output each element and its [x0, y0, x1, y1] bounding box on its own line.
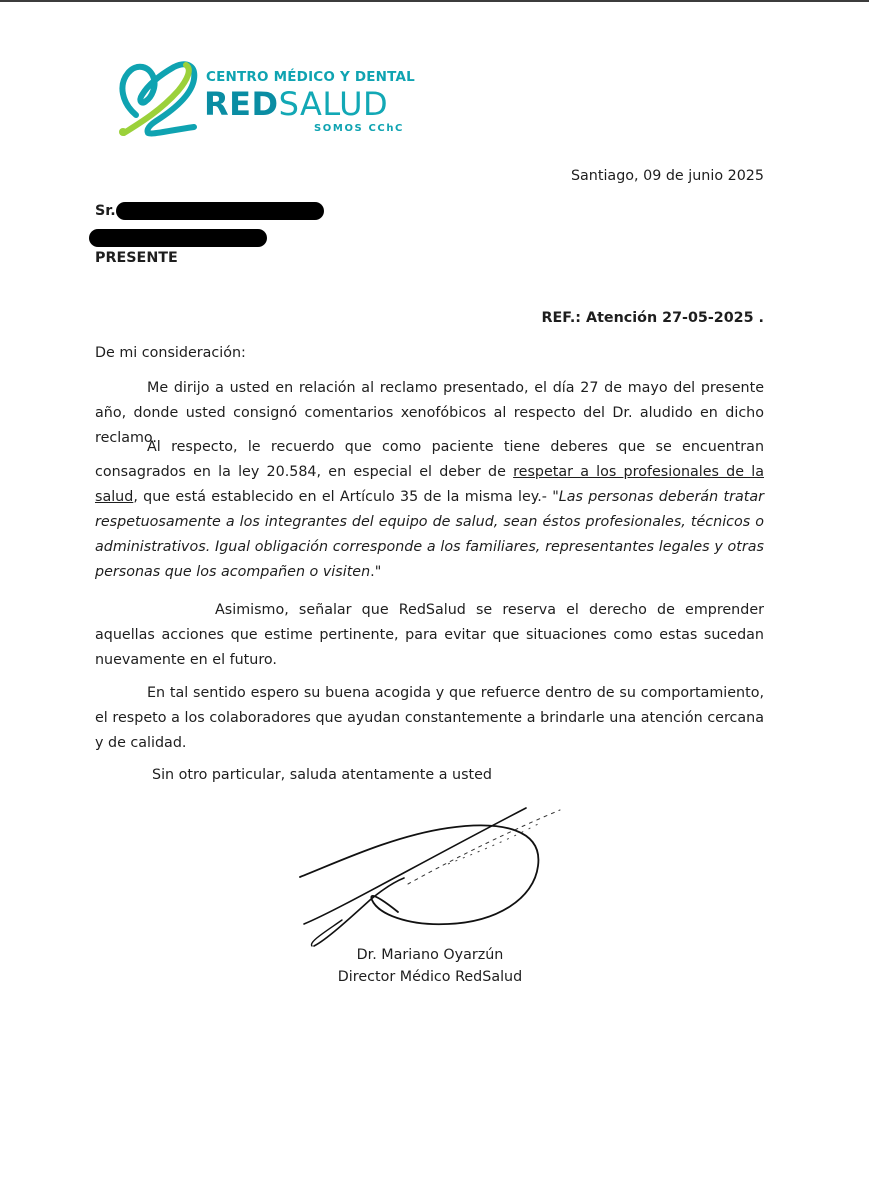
logo-subtitle: CENTRO MÉDICO Y DENTAL	[206, 69, 415, 85]
closing-line: Sin otro particular, saluda atentamente a usted	[152, 767, 493, 783]
underlined-duty: respetar a los profesionales de la salud	[95, 464, 764, 505]
law-quote: Las personas deberán tratar respetuosamente a los integrantes del equipo de salud, sean éstos profesionales, técnicos o administrativos. Igual obligación corresponde a los familiares, representantes legales y otras personas que los acompañen o visiten	[95, 489, 764, 580]
logo-tagline: SOMOS CChC	[314, 123, 404, 134]
redacted-recipient-name	[116, 202, 324, 220]
paragraph-1: Me dirijo a usted en relación al reclamo presentado, el día 27 de mayo del presente año, donde usted consignó comentarios xenofóbicos al respecto del Dr. aludido en dicho reclamo.	[95, 380, 764, 446]
paragraph-4: En tal sentido espero su buena acogida y que refuerce dentro de su comportamiento, el respeto a los colaboradores que ayudan constantemente a brindarle una atención cercana y de calidad.	[95, 685, 764, 751]
paragraph-2: Al respecto, le recuerdo que como paciente tiene deberes que se encuentran consagrados en la ley 20.584, en especial el deber de respetar a los profesionales de la salud, que está establecido en el Artículo 35 de la misma ley.- "Las personas deberán tratar respetuosamente a los integrantes del equipo de salud, sean éstos profesionales, técnicos o administrativos. Igual obligación corresponde a los familiares, representantes legales y otras personas que los acompañen o visiten."	[95, 439, 764, 580]
redacted-recipient-address	[89, 229, 267, 247]
scan-top-border	[0, 0, 869, 2]
recipient-prefix: Sr.	[95, 203, 116, 219]
salutation: De mi consideración:	[95, 345, 246, 361]
heart-logo-icon	[116, 57, 204, 139]
redsalud-logo	[116, 57, 416, 139]
paragraph-3: Asimismo, señalar que RedSalud se reserva el derecho de emprender aquellas acciones que estime pertinente, para evitar que situaciones como estas sucedan nuevamente en el futuro.	[95, 602, 764, 668]
reference-line: REF.: Atención 27-05-2025 .	[541, 310, 764, 326]
logo-brand-name: REDSALUD	[204, 85, 389, 123]
signer-name: Dr. Mariano Oyarzún	[356, 947, 504, 963]
presente-label: PRESENTE	[95, 250, 178, 266]
letter-date: Santiago, 09 de junio 2025	[570, 168, 764, 184]
handwritten-signature	[298, 800, 568, 955]
signer-title: Director Médico RedSalud	[337, 969, 523, 985]
